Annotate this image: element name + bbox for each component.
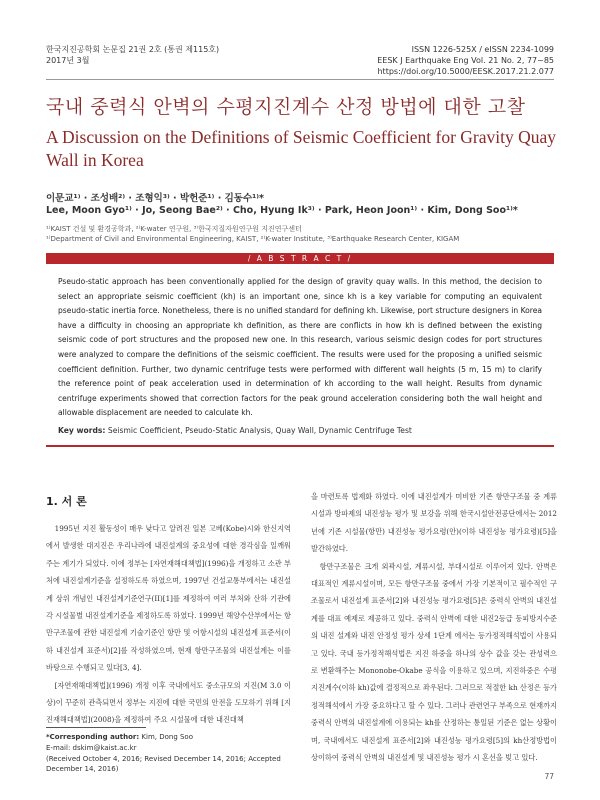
corresponding-name: Kim, Dong Soo [141,733,193,741]
doi-link[interactable]: https://doi.org/10.5000/EESK.2017.21.2.077 [377,67,554,76]
abstract-bottom-rule [46,445,554,447]
header-right [377,44,554,77]
affiliations-korean: ¹⁾KAIST 건설 및 환경공학과, ²⁾K-water 연구원, ³⁾한국지질자원연구원 지진연구센터 [46,225,302,233]
authors-korean: 이문교¹⁾ · 조성배²⁾ · 조형익³⁾ · 박헌준¹⁾ · 김동수¹⁾* [46,193,265,204]
corresponding-label: *Corresponding author: [46,733,140,741]
keywords-list: Seismic Coefficient, Pseudo-Static Analysis, Quay Wall, Dynamic Centrifuge Test [107,426,412,435]
abstract-text: Pseudo-static approach has been conventionally applied for the design of gravity quay walls. In this method, the decision to select an appropriate seismic coefficient (kh) is an important one, since kh is a key variable for computing an equivalent pseudo-static inertia force. Nonetheless, there is no unified standard for defining kh. Likewise, port structure designers in Korea have a difficulty in choosing an appropriate kh definition, as there are conflicts in how kh is defined between the existing seismic code of port structures and the proposed new one. In this research, various seismic design codes for port structures were analyzed to compare the definitions of the seismic coefficient. The results were used for the proposing a unified seismic coefficient definition. Further, two dynamic centrifuge tests were performed with different wall heights (5 m, 15 m) to clarify the reference point of peak acceleration used in determination of kh according to the wall height. Results from dynamic centrifuge experiments showed that correction factors for the peak ground acceleration considering both the wall height and allowable displacement are needed to calculate kh. [58,277,542,418]
abstract-header: / A B S T R A C T / [46,253,554,264]
journal-title-ko: 한국지진공학회 논문집 21권 2호 (통권 제115호) [46,45,220,54]
footnote-rule [46,727,146,728]
journal-citation-en: EESK J Earthquake Eng Vol. 21 No. 2, 77~85 [377,56,554,65]
affiliations-english: ¹⁾Department of Civil and Environmental Engineering, KAIST, ²⁾K-water Institute, ³⁾Earthquake Research Center, KIGAM [46,235,460,243]
header-rule [46,79,554,80]
paragraph: 항만구조물은 크게 외곽시설, 계류시설, 부대시설로 이루어져 있다. 안벽은 대표적인 계류시설이며, 모든 항만구조물 중에서 가장 기본적이고 필수적인 구조물로서 내진설계 표준서[2]와 내진성능 평가요령[5]은 중력식 안벽의 내진설계를 대표 예제로 제공하고 있다. 중력식 안벽에 대한 내진2등급 동피방지수준의 내진 설계와 내진 안정성 평가 상세 1단계 에서는 등가정적해석법이 사용되고 있다. 국내 등가정적해석법은 지진 하중을 하나의 상수 값을 갖는 관성력으로 변환해주는 Mononobe-Okabe 공식을 이용하고 있으며, 지진하중은 수평지진계수(이하 kh)값에 결정적으로 좌우된다. 그러므로 적절한 kh 산정은 등가정적해석에서 가장 중요하다고 할 수 있다. 그러나 관련연구 부족으로 현재까지 중력식 안벽의 내진설계에 이용되는 kh를 산정하는 통일된 기준은 없는 상황이며, 국내에서도 내진설계 표준서[2]와 내진성능 평가요령[5]의 kh산정방법이 상이하여 중력식 안벽의 내진설계 및 내진성능 평가 시 혼선을 빚고 있다. [311,561,557,763]
issue-date-ko: 2017년 3월 [46,56,90,65]
page-number: 77 [544,772,554,781]
title-korean: 국내 중력식 안벽의 수평지진계수 산정 방법에 대한 고찰 [46,96,526,118]
keywords-label: Key words: [58,426,106,435]
authors-english: Lee, Moon Gyo¹⁾ · Jo, Seong Bae²⁾ · Cho, Hyung Ik³⁾ · Park, Heon Joon¹⁾ · Kim, Dong Soo¹⁾* [46,205,518,216]
paragraph: [자연재해대책법](1996) 개정 이후 국내에서도 중소규모의 지진(M 3.0 이상)이 꾸준히 관측되면서 정부는 지진에 대한 국민의 안전을 도모하기 위해 [지진재해대책법](2008)을 제정하여 주요 시설물에 대한 내진대책 [46,680,291,725]
issn: ISSN 1226-525X / eISSN 2234-1099 [411,45,554,54]
section-title-introduction: 1. 서 론 [46,495,87,508]
header-left [46,44,219,66]
paragraph: 1995년 지진 활동성이 매우 낮다고 알려진 일본 고베(Kobe)시와 한신지역에서 발생한 대지진은 우리나라에 내진설계의 중요성에 대한 경각심을 일깨워 주는 계기가 되었다. 이에 정부는 [자연재해대책법](1996)을 개정하고 소관 부처에 내진설계기준을 설정하도록 하였으며, 1997년 건설교통부에서는 내진설계 상위 개념인 내진설계기준연구(II)[1]를 제정하여 여러 부처와 산하 기관에 각 시설물별 내진설계기준을 제정하도록 하였다. 1999년 해양수산부에서는 항만구조물에 관한 내진설계 기술기준인 항만 및 어항시설의 내진설계 표준서(이하 내진설계 표준서)[2]를 작성하였으며, 현재 항만구조물의 내진설계는 이를 바탕으로 수행되고 있다[3, 4]. [46,524,291,673]
title-english: A Discussion on the Definitions of Seismic Coefficient for Gravity Quay Wall in Korea [46,127,557,170]
right-column [311,488,557,767]
footnote [46,732,291,775]
corresponding-email[interactable]: E-mail: dskim@kaist.ac.kr [46,743,137,752]
keywords [58,426,542,435]
paragraph: 을 마련토록 법제화 하였다. 이에 내진설계가 미비한 기존 항만구조물 중 계류시설과 방파제의 내진성능 평가 및 보강을 위해 한국시설안전공단에서는 2012년에 기존 시설물(항만) 내진성능 평가요령(안)(이하 내진성능 평가요령)[5]을 발간하였다. [311,492,557,554]
left-column [46,520,291,729]
received-dates: (Received October 4, 2016; Revised December 14, 2016; Accepted December 14, 2016) [46,754,281,774]
